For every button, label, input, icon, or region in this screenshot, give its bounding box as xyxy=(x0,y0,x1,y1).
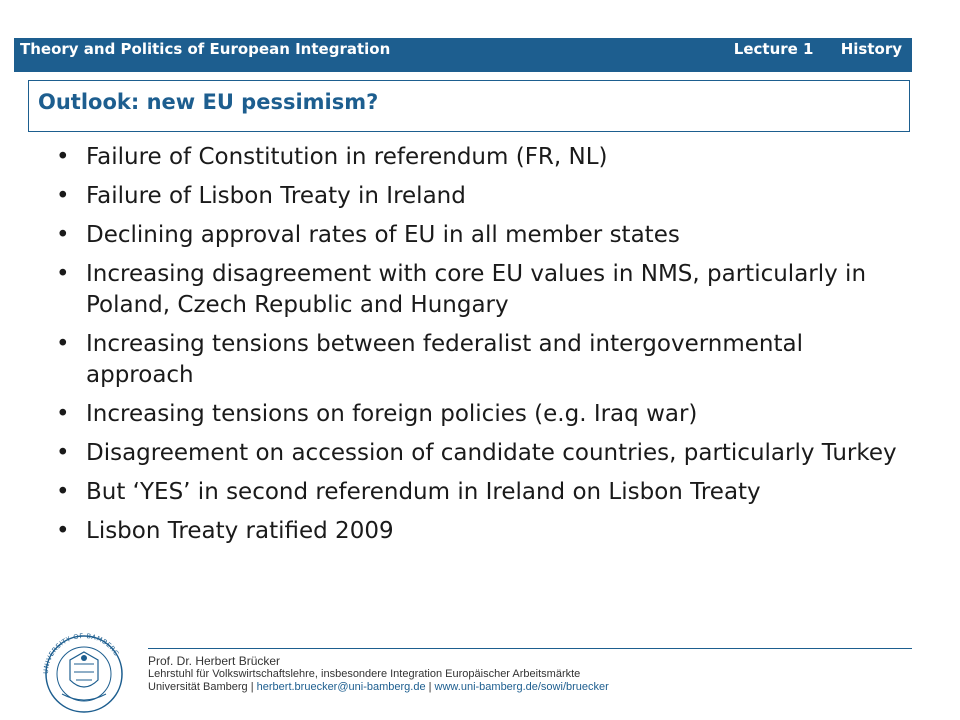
bullet-item: • Increasing tensions on foreign policies (e.g. Iraq war) xyxy=(56,399,916,430)
footer-university: Universität Bamberg xyxy=(148,681,248,693)
footer-email-link[interactable]: herbert.bruecker@uni-bamberg.de xyxy=(256,681,426,693)
bullet-item: • Failure of Constitution in referendum (FR, NL) xyxy=(56,142,916,173)
bullet-item: • Increasing disagreement with core EU values in NMS, particularly in Poland, Czech Republic and Hungary xyxy=(56,261,867,318)
footer-website-link[interactable]: www.uni-bamberg.de/sowi/bruecker xyxy=(434,681,609,693)
bullet-list xyxy=(56,142,916,555)
footer-name: Prof. Dr. Herbert Brücker xyxy=(148,654,281,668)
bullet-item: • Failure of Lisbon Treaty in Ireland xyxy=(56,181,916,212)
bullet-dot-icon: • xyxy=(56,222,70,248)
bullet-item: • Disagreement on accession of candidate countries, particularly Turkey xyxy=(56,438,916,469)
bullet-dot-icon: • xyxy=(56,401,70,427)
header-right xyxy=(734,40,902,58)
header-bar xyxy=(14,38,912,72)
footer-contact: Universität Bamberg | herbert.bruecker@uni-bamberg.de | www.uni-bamberg.de/sowi/bruecker xyxy=(148,681,609,693)
bullet-item: • But ‘YES’ in second referendum in Ireland on Lisbon Treaty xyxy=(56,477,916,508)
bullet-item: • Lisbon Treaty ratified 2009 xyxy=(56,516,916,547)
bullet-dot-icon: • xyxy=(56,518,70,544)
bullet-item: • Increasing tensions between federalist and intergovernmental approach xyxy=(56,331,803,388)
slide-title-box xyxy=(28,80,910,132)
course-title: Theory and Politics of European Integration xyxy=(20,40,391,58)
slide-title: Outlook: new EU pessimism? xyxy=(38,90,379,114)
bullet-dot-icon: • xyxy=(56,331,70,357)
footer-divider xyxy=(148,648,912,649)
footer xyxy=(148,655,912,694)
seal-text: UNIVERSITY OF BAMBERG xyxy=(41,631,121,675)
bullet-item: • Declining approval rates of EU in all member states xyxy=(56,220,916,251)
footer-chair: Lehrstuhl für Volkswirtschaftslehre, insbesondere Integration Europäischer Arbeitsmärkte xyxy=(148,668,581,680)
bullet-dot-icon: • xyxy=(56,261,70,287)
bullet-dot-icon: • xyxy=(56,144,70,170)
lecture-label: Lecture 1 xyxy=(733,40,814,58)
bullet-dot-icon: • xyxy=(56,183,70,209)
section-label: History xyxy=(840,40,902,58)
bullet-dot-icon: • xyxy=(56,440,70,466)
university-seal-icon xyxy=(34,628,134,714)
bullet-dot-icon: • xyxy=(56,479,70,505)
